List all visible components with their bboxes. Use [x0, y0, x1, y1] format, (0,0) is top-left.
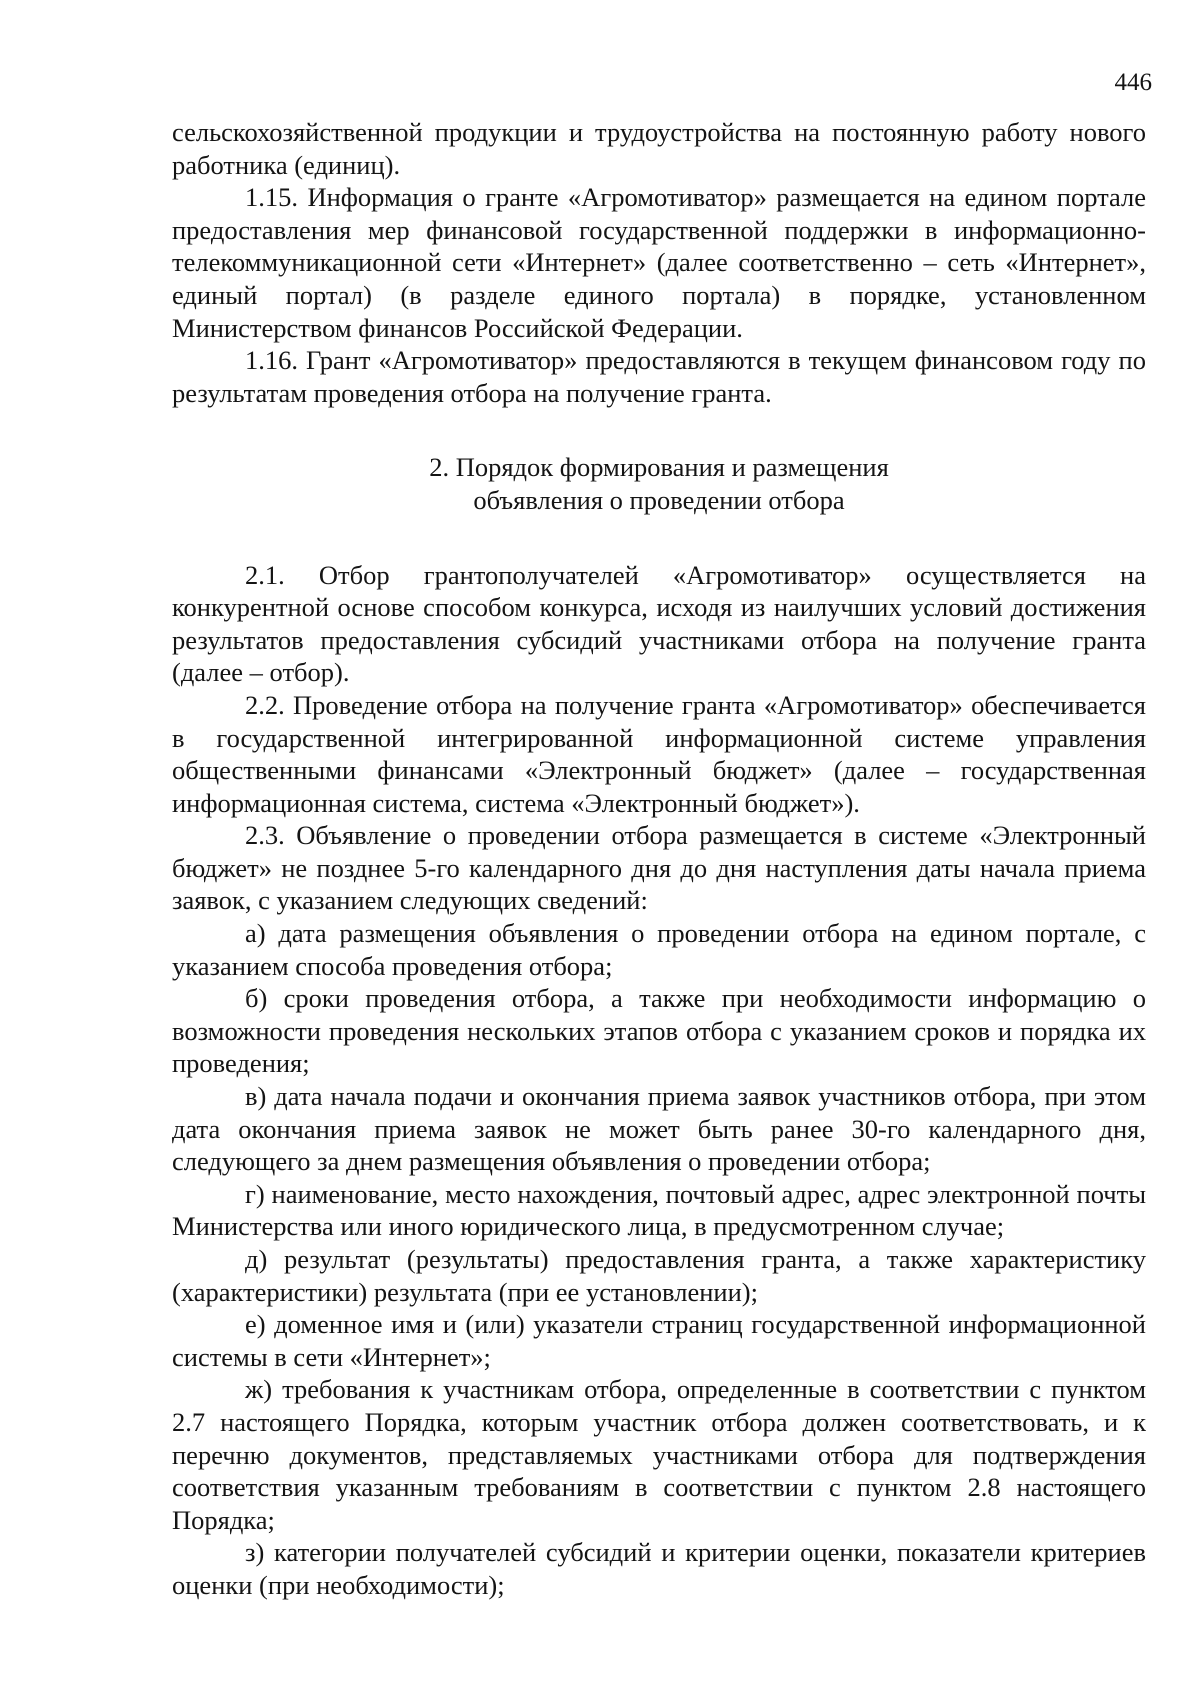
paragraph-1-15: 1.15. Информация о гранте «Агромотиватор» размещается на едином портале предоставления мер финансовой государственной поддержки в информационно-телекоммуникационной сети «Интернет» (далее соответственно – сеть «Интернет», единый портал) (в разделе единого портала) в порядке, установленном Министерством финансов Российской Федерации.: [172, 182, 1146, 343]
paragraph-2-3: 2.3. Объявление о проведении отбора размещается в системе «Электронный бюджет» не позднее 5-го календарного дня до дня наступления даты начала приема заявок, с указанием следующих сведений:: [172, 820, 1146, 916]
list-item-d: д) результат (результаты) предоставления гранта, а также характеристику (характеристики) результата (при ее установлении);: [172, 1244, 1146, 1307]
list-item-b: б) сроки проведения отбора, а также при необходимости информацию о возможности проведения нескольких этапов отбора с указанием сроков и порядка их проведения;: [172, 983, 1146, 1079]
paragraph-continuation: сельскохозяйственной продукции и трудоустройства на постоянную работу нового работника (единиц).: [172, 117, 1146, 180]
section-heading: [172, 409, 1146, 558]
section-heading-line-2: объявления о проведении отбора: [473, 484, 845, 515]
paragraph-2-2: 2.2. Проведение отбора на получение гранта «Агромотиватор» обеспечивается в государственной интегрированной информационной системе управления общественными финансами «Электронный бюджет» (далее – государственная информационная система, система «Электронный бюджет»).: [172, 689, 1146, 818]
list-item-a: а) дата размещения объявления о проведении отбора на едином портале, с указанием способа проведения отбора;: [172, 918, 1146, 981]
paragraph-1-16: 1.16. Грант «Агромотиватор» предоставляются в текущем финансовом году по результатам проведения отбора на получение гранта.: [172, 345, 1146, 408]
page-number: 446: [1114, 69, 1152, 96]
list-item-v: в) дата начала подачи и окончания приема заявок участников отбора, при этом дата окончания приема заявок не может быть ранее 30-го календарного дня, следующего за днем размещения объявления о проведении отбора;: [172, 1081, 1146, 1177]
section-heading-line-1: 2. Порядок формирования и размещения: [429, 452, 889, 483]
document-body: [172, 116, 1146, 1602]
list-item-e: е) доменное имя и (или) указатели страниц государственной информационной системы в сети «Интернет»;: [172, 1309, 1146, 1372]
list-item-z: з) категории получателей субсидий и критерии оценки, показатели критериев оценки (при необходимости);: [172, 1537, 1146, 1600]
list-item-zh: ж) требования к участникам отбора, определенные в соответствии с пунктом 2.7 настоящего Порядка, которым участник отбора должен соответствовать, и к перечню документов, представляемых участниками отбора для подтверждения соответствия указанным требованиям в соответствии с пунктом 2.8 настоящего Порядка;: [172, 1374, 1146, 1535]
list-item-g: г) наименование, место нахождения, почтовый адрес, адрес электронной почты Министерства или иного юридического лица, в предусмотренном случае;: [172, 1178, 1146, 1242]
paragraph-2-1: 2.1. Отбор грантополучателей «Агромотиватор» осуществляется на конкурентной основе способом конкурса, исходя из наилучших условий достижения результатов предоставления субсидий участниками отбора на получение гранта (далее – отбор).: [172, 559, 1146, 688]
